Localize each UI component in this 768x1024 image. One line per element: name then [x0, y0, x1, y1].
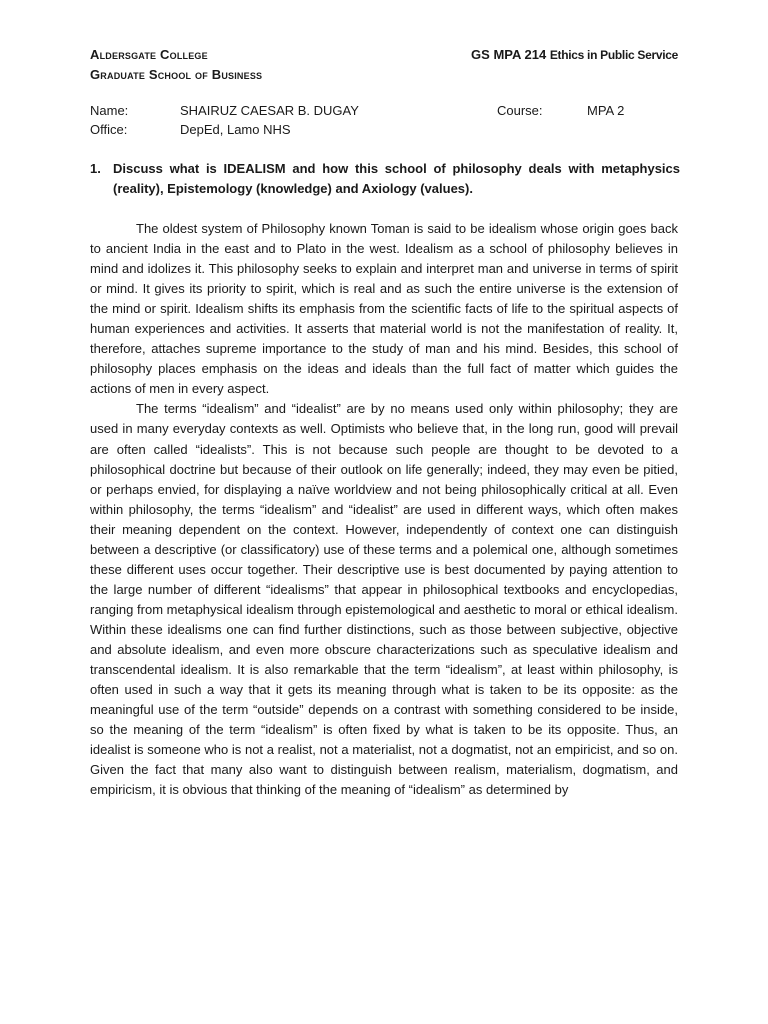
course-title: Ethics in Public Service [549, 48, 678, 62]
paragraph: The oldest system of Philosophy known Toman is said to be idealism whose origin goes back to ancient India in the east and to Plato in the west. Idealism as a school of philosophy believes in mind and idolizes it. This philosophy seeks to explain and interpret man and universe in terms of spirit or mind. It gives its priority to spirit, which is real and as such the entire universe is the extension of the mind or spirit. Idealism shifts its emphasis from the scientific facts of life to the spiritual aspects of human experiences and activities. It asserts that material world is not the manifestation of reality. It, therefore, attaches supreme importance to the study of man and his mind. Besides, this school of philosophy places emphasis on the ideas and ideals than the full fact of matter which guides the actions of men in every aspect. [90, 221, 678, 397]
essay-body [90, 219, 678, 800]
institution-header [90, 45, 262, 85]
info-row-office [90, 120, 690, 139]
office-label: Office: [90, 122, 128, 137]
student-info [90, 101, 690, 139]
course-value: MPA 2 [587, 103, 625, 118]
school-name: Graduate School of Business [90, 67, 263, 82]
question-text: Discuss what is IDEALISM and how this school of philosophy deals with metaphysics (reality), Epistemology (knowledge) and Axiology (values). [113, 161, 680, 196]
name-label: Name: [90, 103, 129, 118]
course-header [471, 45, 678, 65]
question [90, 159, 680, 199]
office-value: DepEd, Lamo NHS [180, 122, 291, 137]
paragraph: The terms “idealism” and “idealist” are by no means used only within philosophy; they are used in many everyday contexts as well. Optimists who believe that, in the long run, good will prevail are often called “idealists”. This is not because such people are thought to be devoted to a philosophical doctrine but because of their outlook on life generally; indeed, they may even be pitied, or perhaps envied, for displaying a naïve worldview and not being philosophically critical at all. Even within philosophy, the terms “idealism” and “idealist” are used in different ways, which often makes their meaning dependent on the context. However, independently of context one can distinguish between a descriptive (or classificatory) use of these terms and a polemical one, although sometimes these different uses occur together. Their descriptive use is best documented by paying attention to the large number of different “idealisms” that appear in philosophical textbooks and encyclopedias, ranging from metaphysical idealism through epistemological and aesthetic to moral or ethical idealism. Within these idealisms one can find further distinctions, such as those between subjective, objective and absolute idealism, and even more obscure characterizations such as speculative idealism and transcendental idealism. It is also remarkable that the term “idealism”, at least within philosophy, is often used in such a way that it gets its meaning through what is taken to be its opposite: as the meaningful use of the term “outside” depends on a contrast with something considered to be inside, so the meaning of the term “idealism” is often fixed by what is taken to be its opposite. Thus, an idealist is someone who is not a realist, not a materialist, not a dogmatist, not an empiricist, and so on. Given the fact that many also want to distinguish between realism, materialism, dogmatism, and empiricism, it is obvious that thinking of the meaning of “idealism” as determined by [90, 401, 678, 798]
course-label: Course: [497, 103, 543, 118]
course-code: GS MPA 214 [471, 47, 547, 62]
info-row-name [90, 101, 690, 120]
question-number: 1. [90, 161, 101, 176]
name-value: SHAIRUZ CAESAR B. DUGAY [180, 103, 359, 118]
college-name: Aldersgate College [90, 47, 208, 62]
